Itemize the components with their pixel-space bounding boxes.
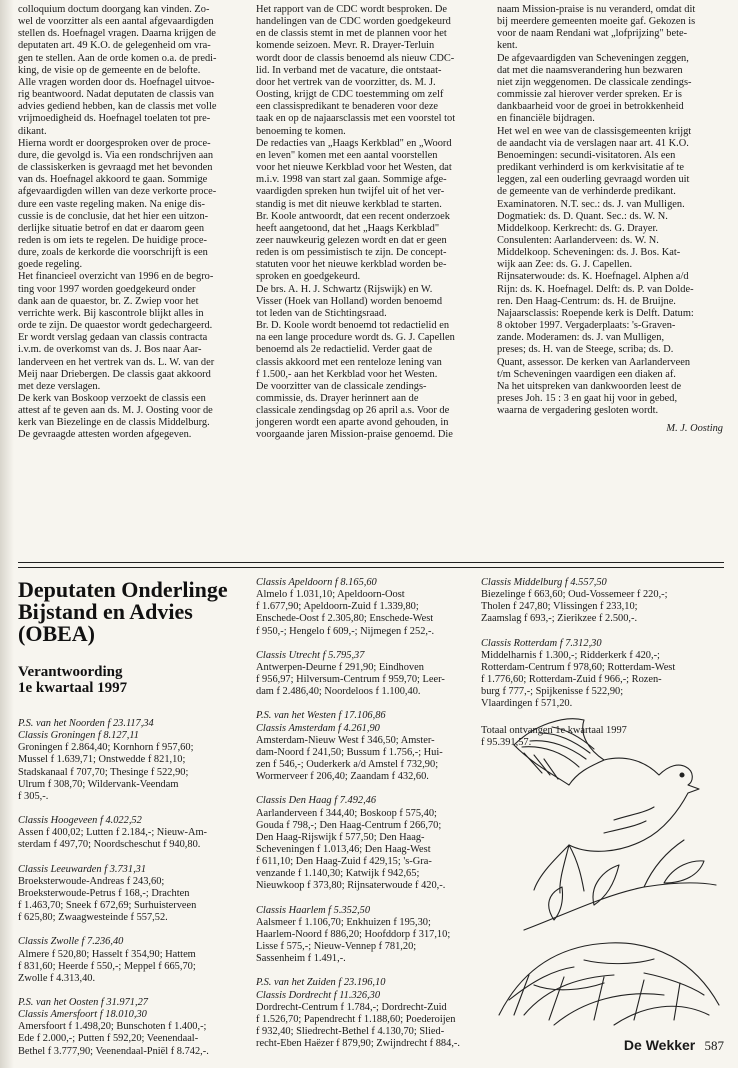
text-line: De kerk van Boskoop verzoekt de classis een (18, 393, 206, 404)
classis-group (256, 977, 484, 1050)
total-label: Totaal ontvangen 1e kwartaal 1997 (481, 724, 627, 736)
classis-heading: Classis Dordrecht f 11.326,30 (256, 989, 381, 1001)
text-line: goede regeling. (18, 259, 83, 271)
text-line: Het rapport van de CDC wordt besproken. De (256, 4, 448, 15)
text-line: Benoemingen: secundi-visitatoren. Als een (497, 149, 676, 161)
text-line: Het financieel overzicht van 1996 en de begro- (18, 271, 214, 283)
classis-heading: P.S. van het Westen f 17.106,86 (256, 710, 386, 722)
text-line: m.i.v. 1998 van start zal gaan. Sommige afge- (256, 174, 447, 186)
text-line: met deze verslagen. (18, 380, 101, 392)
text-line: Alle vragen worden door ds. Hoefnagel uitvoe- (18, 76, 215, 88)
contribution-line: Amsterdam-Nieuw West f 346,50; Amster- (256, 734, 435, 746)
article-column-2 (256, 4, 484, 442)
text-line: taak en op de najaarsclassis met een voorstel tot (256, 113, 456, 125)
text-line: voorgaande jaren Mission-praise genoemd. Die (256, 429, 453, 441)
text-line: dure een vaste regeling maken. Na enige dis- (18, 198, 205, 210)
contribution-line: Tholen f 247,80; Vlissingen f 233,10; (481, 601, 638, 613)
contribution-line: Aarlanderveen f 344,40; Boskoop f 575,40; (256, 807, 437, 819)
contribution-line: Dordrecht-Centrum f 1.784,-; Dordrecht-Zuid (256, 1001, 447, 1013)
text-line: Br. Koole antwoordt, dat een recent onderzoek (256, 210, 450, 222)
text-line: Er wordt verslag gedaan van classis contracta (18, 332, 208, 344)
author-signature: M. J. Oosting (666, 423, 723, 435)
contribution-line: Assen f 400,02; Lutten f 2.184,-; Nieuw-Am- (18, 827, 208, 839)
text-line: vrijmoedigheid ds. Hoefnagel toelaten tot pre- (18, 113, 211, 125)
text-line: voor het nieuwe Kerkblad voor het Westen, dat (256, 162, 452, 174)
text-line: voor de naam Rendani wat „lofprijzing" bete- (497, 28, 688, 40)
text-line: dat met die naamsverandering hun bezwaren (497, 64, 683, 76)
text-line: jongeren wordt een aparte avond gehouden, in (256, 417, 449, 429)
heading-line: (OBEA) (18, 621, 95, 646)
classis-group (18, 864, 246, 925)
contribution-line: Antwerpen-Deurne f 291,90; Eindhoven (256, 661, 424, 673)
text-line: Rijn: ds. K. Hoefnagel. Delft: ds. P. van Dolde- (497, 283, 694, 295)
total-amount: f 95.391,57. (481, 736, 532, 748)
text-line: advies gediend hebben, kan de classis met volle (18, 101, 217, 113)
text-line: Hierna wordt er doorgesproken over de proce- (18, 137, 211, 149)
text-line: en financiële bijdragen. (497, 113, 595, 125)
classis-group (18, 815, 246, 851)
contribution-line: f 932,40; Sliedrecht-Bethel f 4.130,70; Slied- (256, 1026, 445, 1037)
contribution-line: Enschede-Oost f 2.305,80; Enschede-West (256, 613, 434, 625)
text-line: Meij naar Driebergen. De classis gaat akkoord (18, 368, 211, 380)
text-line: dank aan de quaestor, br. Z. Zwiep voor het (18, 295, 199, 307)
text-line: Dogmatiek: ds. D. Quant. Sec.: ds. W. N. (497, 210, 668, 222)
contribution-line: Mussel f 1.639,71; Onstwedde f 821,10; (18, 754, 186, 766)
text-line: dure, zoals de kerkorde die voorschrijft is een (18, 247, 208, 259)
text-line: classis akkoord met een renteloze lening van (256, 356, 442, 368)
text-line: De brs. A. H. J. Schwartz (Rijswijk) en W. (256, 283, 433, 295)
classis-heading: Classis Amsterdam f 4.261,90 (256, 722, 380, 734)
classis-group (18, 936, 246, 985)
text-line: attest af te geven aan ds. M. J. Oosting voor de (18, 405, 213, 417)
text-line: Middelkoop. Kerkrecht: ds. G. Drayer. (497, 222, 659, 234)
text-line: reden is om iets te regelen. De huidige proce- (18, 234, 207, 246)
text-line: colloquium doctum doorgang kan vinden. Zo- (18, 4, 210, 15)
classis-heading: Classis Utrecht f 5.795,37 (256, 649, 365, 661)
text-line: De voorzitter van de classicale zendings- (256, 380, 427, 392)
contribution-line: f 1.776,60; Rotterdam-Zuid f 966,-; Rozen- (481, 674, 662, 686)
contribution-list (256, 577, 484, 1050)
classis-heading: Classis Rotterdam f 7.312,30 (481, 637, 602, 649)
text-line: bij meerdere gemeenten moeite gaf. Gekozen is (497, 16, 696, 28)
text-line: dikant. (18, 125, 47, 137)
contribution-line: f 831,60; Heerde f 550,-; Meppel f 665,70; (18, 960, 196, 972)
classis-heading: Classis Amersfoort f 18.010,30 (18, 1009, 147, 1021)
obea-subheading (18, 665, 246, 696)
text-line: naam Mission-praise is nu veranderd, omdat dit (497, 4, 696, 15)
text-line: handelingen van de CDC worden goedgekeurd (256, 16, 451, 28)
text-line: cussie is de conclusie, dat het hier een uitzon- (18, 210, 209, 222)
text-line: zande. Moderamen: ds. J. van Mulligen, (497, 332, 665, 344)
text-line: Br. D. Koole wordt benoemd tot redactielid en (256, 320, 450, 332)
text-line: wijk aan Zee: ds. G. J. Capellen. (497, 259, 633, 271)
contribution-line: Groningen f 2.864,40; Kornhorn f 957,60; (18, 742, 194, 754)
text-line: reden is om pessimistisch te zijn. De concept- (256, 247, 447, 259)
section-divider-top (18, 562, 724, 563)
contribution-line: Scheveningen f 1.013,46; Den Haag-West (256, 843, 431, 855)
article-column-1 (18, 4, 243, 442)
text-line: De redacties van „Haags Kerkblad" en „Woord (256, 137, 452, 149)
text-line: f 1.500,- aan het Kerkblad voor het Westen. (256, 368, 438, 380)
text-line: Na het uitspreken van dankwoorden leest de (497, 380, 682, 392)
text-line: verrichte werk. Bij kascontrole blijkt alles in (18, 307, 204, 319)
text-line: i.v.m. de overkomst van ds. J. Bos naar Aar- (18, 344, 202, 356)
obea-column-1 (18, 579, 246, 1058)
classis-group (481, 638, 724, 711)
text-line: kent. (497, 40, 518, 52)
contribution-line: Amersfoort f 1.498,20; Bunschoten f 1.400,-; (18, 1021, 207, 1033)
text-line: commissie, ds. Drayer herinnert aan de (256, 393, 419, 404)
classis-heading: Classis Middelburg f 4.557,50 (481, 577, 607, 588)
contribution-line: zen f 546,-; Ouderkerk a/d Amstel f 732,90; (256, 759, 439, 771)
contribution-line: Nieuwkoop f 373,80; Rijnsaterwoude f 420,-. (256, 880, 446, 892)
text-line: De gevraagde attesten worden afgegeven. (18, 429, 192, 441)
contribution-line: f 950,-; Hengelo f 609,-; Nijmegen f 252,-. (256, 625, 435, 637)
text-line: wordt door de classis benoemd als nieuw CDC- (256, 52, 455, 64)
classis-group (256, 905, 484, 966)
contribution-line: dam f 2.486,40; Noordeloos f 1.100,40. (256, 686, 421, 698)
contribution-line: Sassenheim f 1.491,-. (256, 953, 346, 965)
contribution-line: Broeksterwoude-Petrus f 168,-; Drachten (18, 887, 190, 899)
contribution-line: Gouda f 798,-; Den Haag-Centrum f 266,70; (256, 819, 442, 831)
contribution-line: f 1.526,70; Papendrecht f 1.188,60; Poederoijen (256, 1013, 456, 1025)
text-line: tot leden van de Stichtingsraad. (256, 307, 387, 319)
contribution-line: f 956,97; Hilversum-Centrum f 959,70; Leer- (256, 674, 445, 686)
text-line: door het vertrek van de voorzitter, ds. M. J. (256, 76, 436, 88)
contribution-line: Lisse f 575,-; Nieuw-Vennep f 781,20; (256, 941, 417, 953)
text-line: en de classis stemt in met de plannen voor het (256, 28, 447, 40)
dove-illustration (494, 715, 724, 1031)
classis-heading: Classis Apeldoorn f 8.165,60 (256, 577, 377, 588)
text-line: heeft aangetoond, dat het „Haags Kerkblad" (256, 222, 440, 234)
classis-heading: Classis Hoogeveen f 4.022,52 (18, 815, 142, 827)
text-line: komende seizoen. Mevr. R. Drayer-Terluin (256, 40, 435, 52)
classis-group (18, 997, 246, 1058)
contribution-line: Aalsmeer f 1.106,70; Enkhuizen f 195,30; (256, 916, 431, 928)
text-line: king, de visie op de gemeente en de belofte. (18, 64, 201, 76)
article-column-3 (497, 4, 723, 435)
contribution-line: f 1.463,70; Sneek f 672,69; Surhuisterveen (18, 900, 197, 912)
text-line: zeer nauwkeurig gelezen wordt en dat er geen (256, 234, 447, 246)
section-divider-bottom (18, 567, 724, 568)
contribution-list (481, 577, 724, 711)
contribution-line: recht-Eben Haëzer f 879,90; Zwijndrecht f 884,-. (256, 1038, 460, 1050)
text-line: Het wel en wee van de classisgemeenten krijgt (497, 125, 692, 137)
text-line: commissie zal hierover verder spreken. Er is (497, 89, 682, 101)
contribution-line: f 611,10; Den Haag-Zuid f 429,15; 's-Gra- (256, 856, 432, 868)
text-line: ting voor 1997 worden goedgekeurd onder (18, 283, 196, 295)
subheading-line: 1e kwartaal 1997 (18, 679, 128, 696)
text-line: niet zijn weggenomen. De classicale zendings- (497, 76, 692, 88)
text-line: predikant verhinderd is om kerkvisitatie af te (497, 162, 684, 174)
heading-line: Deputaten Onderlinge (18, 577, 228, 602)
contribution-line: Rotterdam-Centrum f 978,60; Rotterdam-West (481, 661, 676, 673)
classis-group (18, 718, 246, 803)
contribution-line: f 305,-. (18, 790, 49, 802)
obea-heading (18, 579, 246, 645)
page-number: 587 (704, 1038, 724, 1053)
text-line: dure, die gevolgd is. Via een rondschrijven aan (18, 149, 214, 161)
contribution-line: Bethel f 3.777,90; Veenendaal-Pniël f 8.742,-. (18, 1045, 209, 1057)
page-footer (560, 1037, 724, 1054)
classis-group (256, 650, 484, 699)
text-line: de gemeente van de verhinderde predikant. (497, 186, 676, 198)
text-line: lid. In verband met de vacature, die ontstaat- (256, 64, 442, 76)
contribution-line: Zaamslag f 693,-; Zierikzee f 2.500,-. (481, 613, 638, 625)
contribution-line: Broeksterwoude-Andreas f 243,60; (18, 875, 165, 887)
text-line: na een lange procedure wordt ds. G. J. Capellen (256, 332, 455, 344)
classis-heading: P.S. van het Oosten f 31.971,27 (18, 996, 148, 1008)
text-line: De afgevaardigden van Scheveningen zeggen, (497, 52, 689, 64)
contribution-line: sterdam f 497,70; Noordscheschut f 940,80. (18, 839, 201, 851)
contribution-list (18, 718, 246, 1058)
classis-group (256, 577, 484, 638)
text-line: preses Joh. 15 : 3 en gaat hij voor in gebed, (497, 393, 678, 404)
text-line: landerveen en het vertrek van ds. L. W. van der (18, 356, 215, 368)
text-line: Consulenten: Aarlanderveen: ds. W. N. (497, 234, 659, 246)
contribution-line: venzande f 1.140,30; Katwijk f 942,65; (256, 868, 420, 880)
contribution-line: burg f 777,-; Spijkenisse f 522,90; (481, 686, 624, 698)
contribution-line: Vlaardingen f 571,20. (481, 698, 573, 710)
text-line: afgevaardigden willen van deze verkorte proce- (18, 186, 217, 198)
text-line: kerk van Biezelinge en de classis Middelburg. (18, 417, 210, 429)
text-line: ren. Den Haag-Centrum: ds. H. de Bruijne. (497, 295, 676, 307)
contribution-line: Ede f 2.000,-; Putten f 592,20; Veenendaal- (18, 1033, 199, 1045)
text-line: en leven" komen met een aantal voorstellen (256, 149, 438, 161)
text-line: benoemd als 2e redactielid. Verder gaat de (256, 344, 433, 356)
text-line: gen te stellen. Aan de orde komen o.a. de predi- (18, 52, 217, 64)
text-line: sproken en goedgekeurd. (256, 271, 361, 283)
classis-heading: Classis Den Haag f 7.492,46 (256, 795, 377, 807)
contribution-line: Biezelinge f 663,60; Oud-Vossemeer f 220,-; (481, 589, 668, 601)
text-line: de classiskerken is gevraagd met het bevonden (18, 162, 213, 174)
magazine-name: De Wekker (623, 1037, 696, 1053)
text-line: Middelkoop. Scheveningen: ds. J. Bos. Kat- (497, 247, 681, 259)
text-line: dankbaarheid voor de groei in betrokkenheid (497, 101, 684, 113)
text-line: deputaten art. 49 K.O. de gelegenheid om vra- (18, 40, 211, 52)
text-line: stellen ds. Hoefnagel vragen. Daarna krijgen de (18, 28, 216, 40)
classis-group (256, 710, 484, 783)
text-line: t/m Scheveningen vaardigen een diaken af. (497, 368, 676, 380)
text-line: van ds. Hoefnagel akkoord te gaan. Sommige (18, 174, 208, 186)
contribution-line: Zwolle f 4.313,40. (18, 972, 96, 984)
text-line: Oosting, krijgt de CDC toestemming om zelf (256, 89, 444, 101)
obea-column-2 (256, 577, 484, 1050)
text-line: wel de voorzitter als een aantal afgevaardigden (18, 16, 214, 28)
text-line: waarna de vergadering gesloten wordt. (497, 405, 659, 417)
text-line: vaardigden spreken hun twijfel uit of het ver- (256, 186, 445, 198)
text-line: leggen, zal een ouderling gevraagd worden uit (497, 174, 690, 186)
contribution-line: dam-Noord f 241,50; Bussum f 1.756,-; Hui- (256, 746, 443, 758)
text-line: Visser (Hoek van Holland) worden benoemd (256, 295, 443, 307)
contribution-line: Ulrum f 308,70; Wildervank-Veendam (18, 778, 179, 790)
text-line: orde te zijn. De quaestor wordt gedechargeerd. (18, 320, 213, 332)
text-line: de aandacht via de verslagen naar art. 41 K.O. (497, 137, 689, 149)
contribution-line: Den Haag-Rijswijk f 577,50; Den Haag- (256, 831, 425, 843)
text-line: Quant, assessor. De kerken van Aarlanderveen (497, 356, 691, 368)
contribution-line: Almere f 520,80; Hasselt f 354,90; Hattem (18, 948, 196, 960)
classis-heading: Classis Groningen f 8.127,11 (18, 730, 139, 742)
contribution-line: Middelharnis f 1.300,-; Ridderkerk f 420,-; (481, 649, 660, 661)
subheading-line: Verantwoording (18, 664, 123, 680)
text-line: Examinatoren. N.T. sec.: ds. J. van Mulligen. (497, 198, 685, 210)
heading-line: Bijstand en Advies (18, 599, 193, 624)
text-line: Najaarsclassis: Roepende kerk is Delft. Datum: (497, 307, 694, 319)
classis-heading: Classis Haarlem f 5.352,50 (256, 904, 371, 916)
contribution-line: f 625,80; Zwaagwesteinde f 557,52. (18, 912, 168, 924)
text-line: Rijnsaterwoude: ds. K. Hoefnagel. Alphen a/d (497, 271, 689, 283)
text-line: rig beantwoord. Nadat deputaten de classis van (18, 89, 214, 101)
classis-heading: Classis Zwolle f 7.236,40 (18, 936, 124, 948)
classis-heading: P.S. van het Zuiden f 23.196,10 (256, 977, 386, 989)
contribution-line: Wormerveer f 206,40; Zaandam f 432,60. (256, 771, 429, 783)
text-line: standig is met dit nieuwe kerkblad te starten. (256, 198, 442, 210)
text-line: 8 oktober 1997. Vergaderplaats: 's-Graven- (497, 320, 676, 332)
classis-heading: Classis Leeuwarden f 3.731,31 (18, 863, 147, 875)
text-line: statuten voor het nieuwe kerkblad worden be- (256, 259, 447, 271)
contribution-line: Haarlem-Noord f 886,20; Hoofddorp f 317,10; (256, 928, 451, 940)
text-line: preses; ds. H. van de Steege, scriba; ds. D. (497, 344, 674, 356)
contribution-line: Stadskanaal f 707,70; Thesinge f 522,90; (18, 766, 189, 778)
classis-heading: P.S. van het Noorden f 23.117,34 (18, 718, 154, 729)
text-line: een classispredikant te benaderen voor deze (256, 101, 439, 113)
contribution-line: f 1.677,90; Apeldoorn-Zuid f 1.339,80; (256, 601, 419, 613)
contribution-line: Almelo f 1.031,10; Apeldoorn-Oost (256, 589, 405, 601)
text-line: classicale zendingsdag op 26 april a.s. Voor de (256, 405, 450, 417)
classis-group (481, 577, 724, 626)
classis-group (256, 795, 484, 892)
text-line: benoeming te komen. (256, 125, 346, 137)
page-edge-shadow (0, 0, 14, 1068)
text-line: derlijke situatie betrof en dat er daarom geen (18, 222, 205, 234)
